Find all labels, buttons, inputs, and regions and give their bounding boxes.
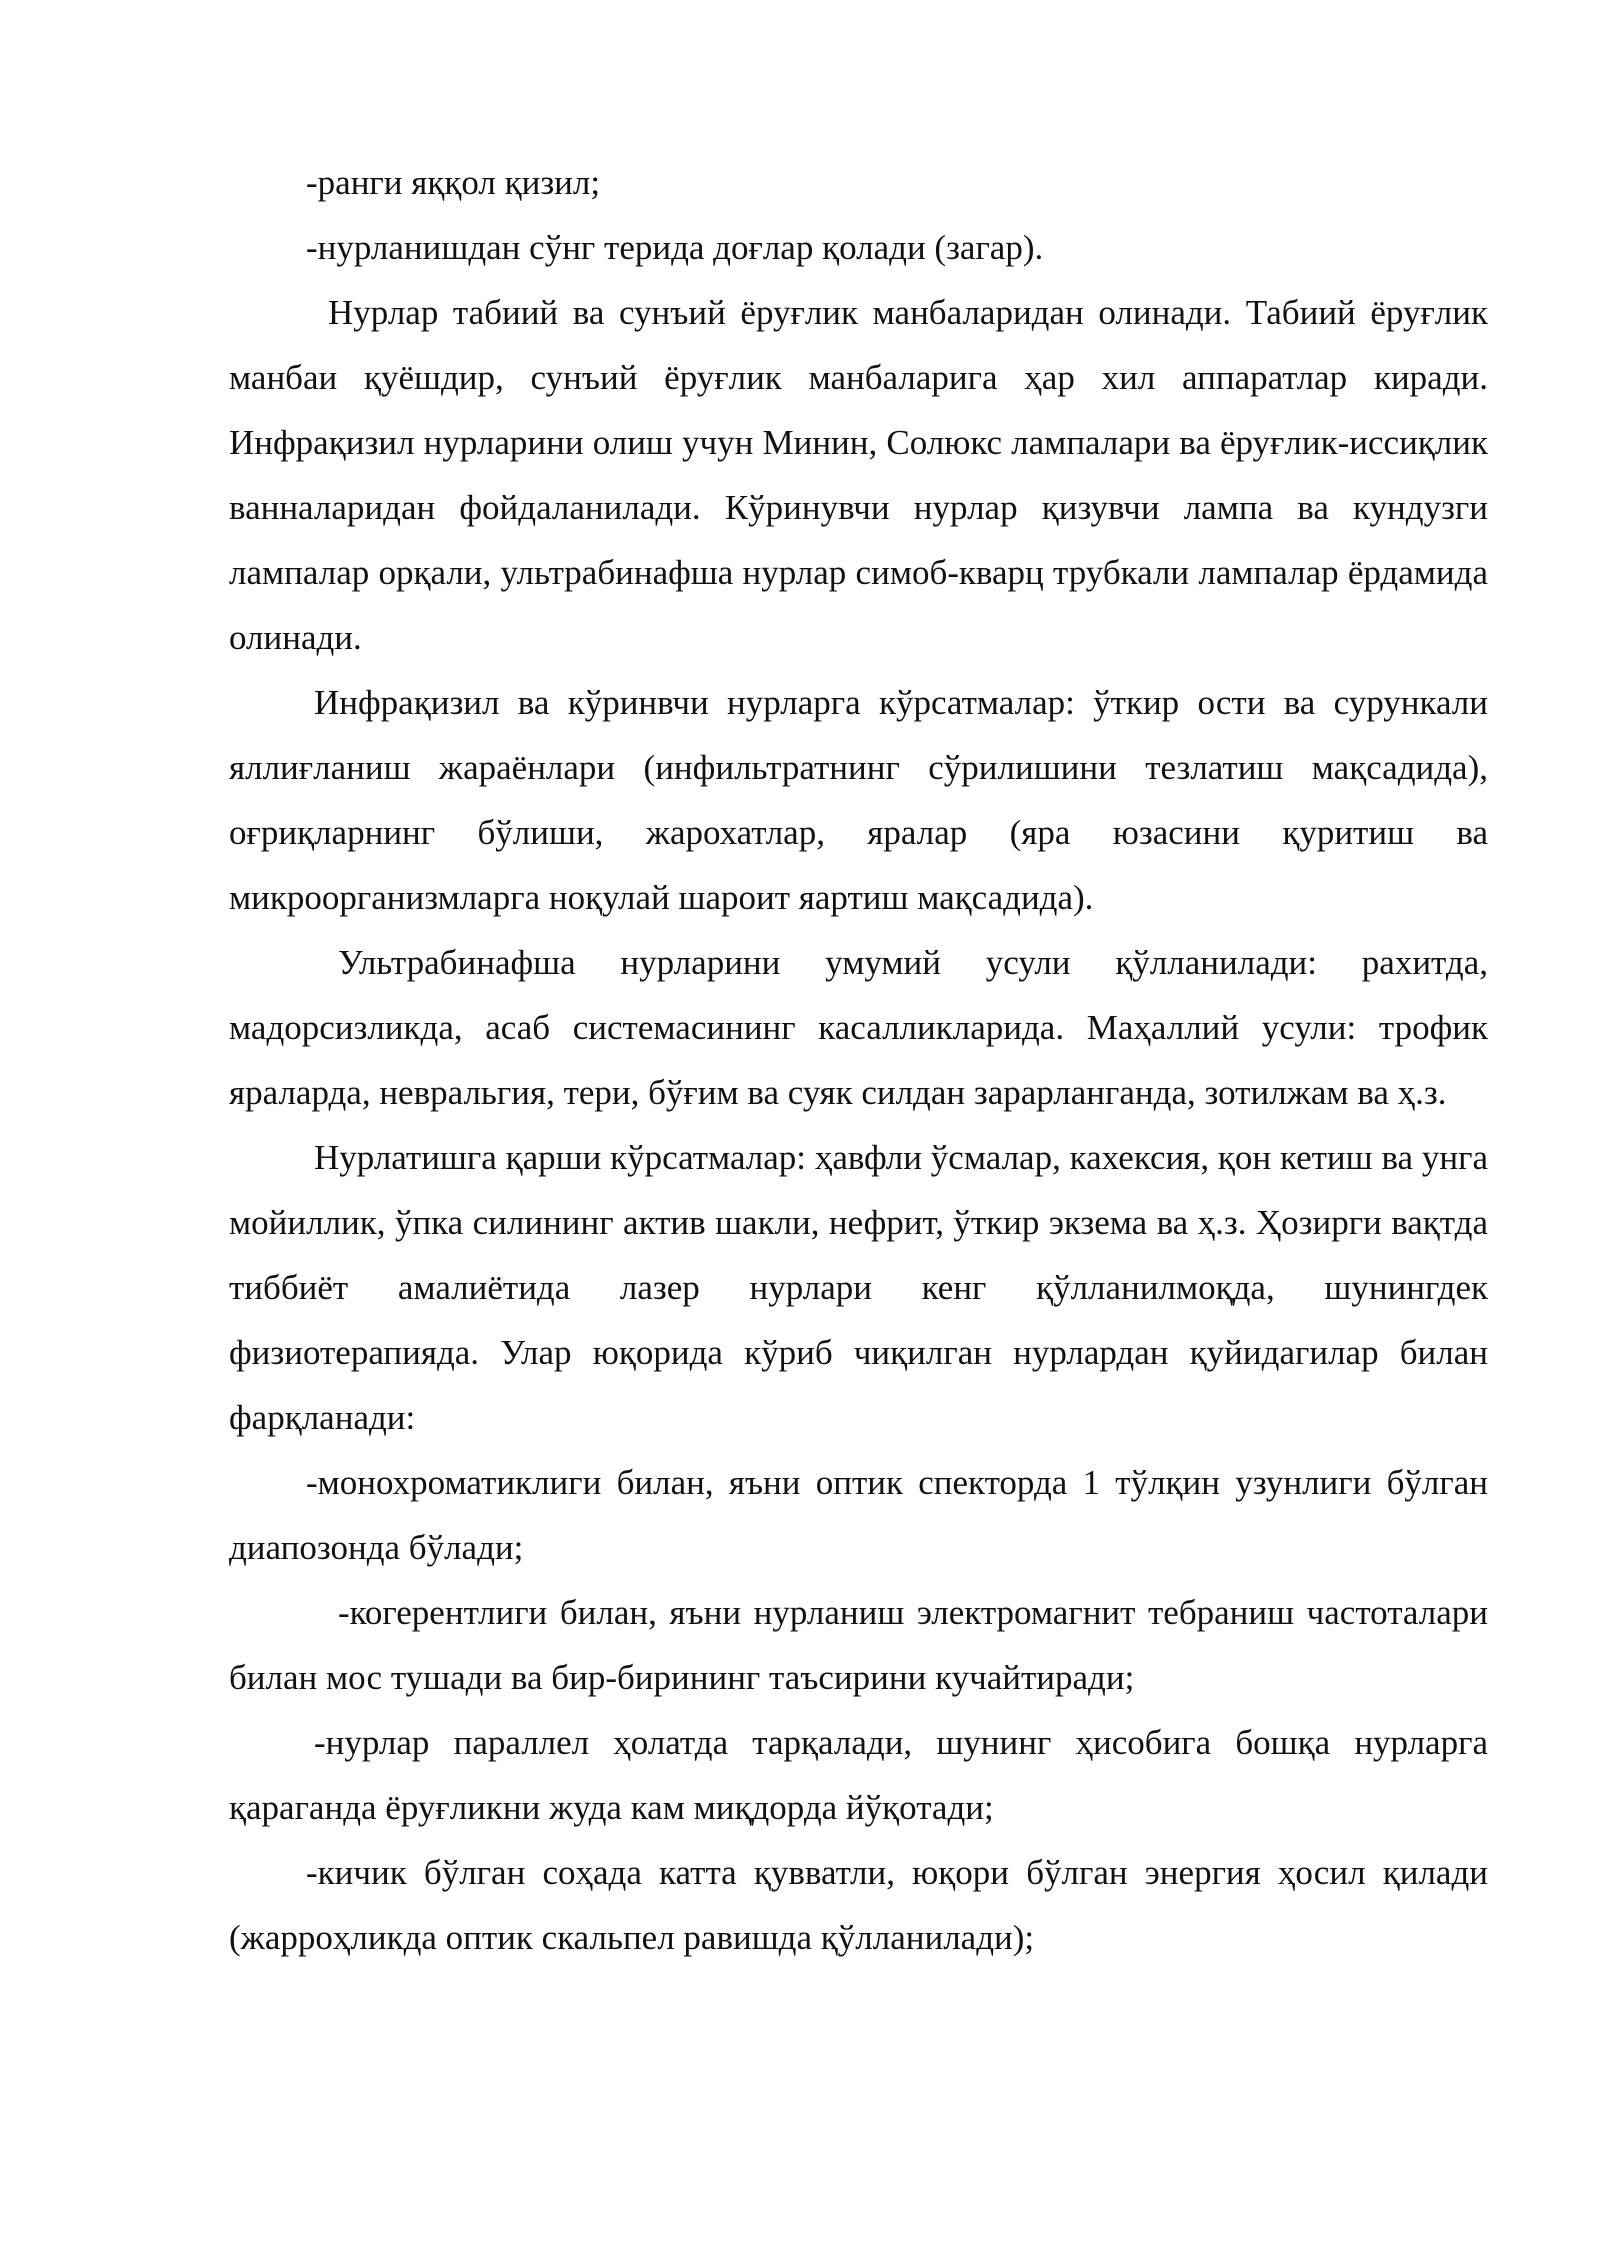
paragraph-ultraviolet-usage: Ультрабинафша нурларини умумий усули қўлланилади: рахитда, мадорсизликда, асаб системасининг касалликларида. Маҳаллий усули: трофик яраларда, невральгия, тери, бўғим ва суяк силдан зарарланганда, зотилжам ва ҳ.з. [229, 943, 1488, 1112]
list-item-parallel: -нурлар параллел ҳолатда тарқалади, шунинг ҳисобига бошқа нурларга қараганда ёруғликни жуда кам миқдорда йўқотади; [229, 1723, 1488, 1827]
paragraph-light-sources: Нурлар табиий ва сунъий ёруғлик манбаларидан олинади. Табиий ёруғлик манбаи қуёшдир, сунъий ёруғлик манбаларига ҳар хил аппаратлар киради. Инфрақизил нурларини олиш учун Минин, Солюкс лампалари ва ёруғлик-иссиқлик ванналаридан фойдаланилади. Кўринувчи нурлар қизувчи лампа ва кундузги лампалар орқали, ультрабинафша нурлар симоб-кварц трубкали лампалар ёрдамида олинади. [229, 293, 1488, 657]
list-item-monochromatic: -монохроматиклиги билан, яъни оптик спекторда 1 тўлқин узунлиги бўлган диапозонда бўлади; [229, 1463, 1488, 1567]
list-item-coherence: -когерентлиги билан, яъни нурланиш электромагнит тебраниш частоталари билан мос тушади ва бир-бирининг таъсирини кучайтиради; [229, 1593, 1488, 1697]
paragraph-infrared-indications: Инфрақизил ва кўринвчи нурларга кўрсатмалар: ўткир ости ва сурункали яллиғланиш жараёнлари (инфильтратнинг сўрилишини тезлатиш мақсадида), оғриқларнинг бўлиши, жарохатлар, яралар (яра юзасини қуритиш ва микроорганизмларга ноқулай шароит яартиш мақсадида). [229, 683, 1488, 917]
list-item-high-energy: -кичик бўлган соҳада катта қувватли, юқори бўлган энергия ҳосил қилади (жарроҳликда оптик скальпел равишда қўлланилади); [229, 1853, 1488, 1957]
list-item-red-color: -ранги яққол қизил; [306, 163, 601, 202]
list-item-skin-spots: -нурланишдан сўнг терида доғлар қолади (загар). [306, 228, 1044, 267]
paragraph-contraindications: Нурлатишга қарши кўрсатмалар: ҳавфли ўсмалар, кахексия, қон кетиш ва унга мойиллик, ўпка силининг актив шакли, нефрит, ўткир экзема ва ҳ.з. Ҳозирги вақтда тиббиёт амалиётида лазер нурлари кенг қўлланилмоқда, шунингдек физиотерапияда. Улар юқорида кўриб чиқилган нурлардан қуйидагилар билан фарқланади: [229, 1138, 1488, 1437]
document-body [229, 150, 1488, 1970]
